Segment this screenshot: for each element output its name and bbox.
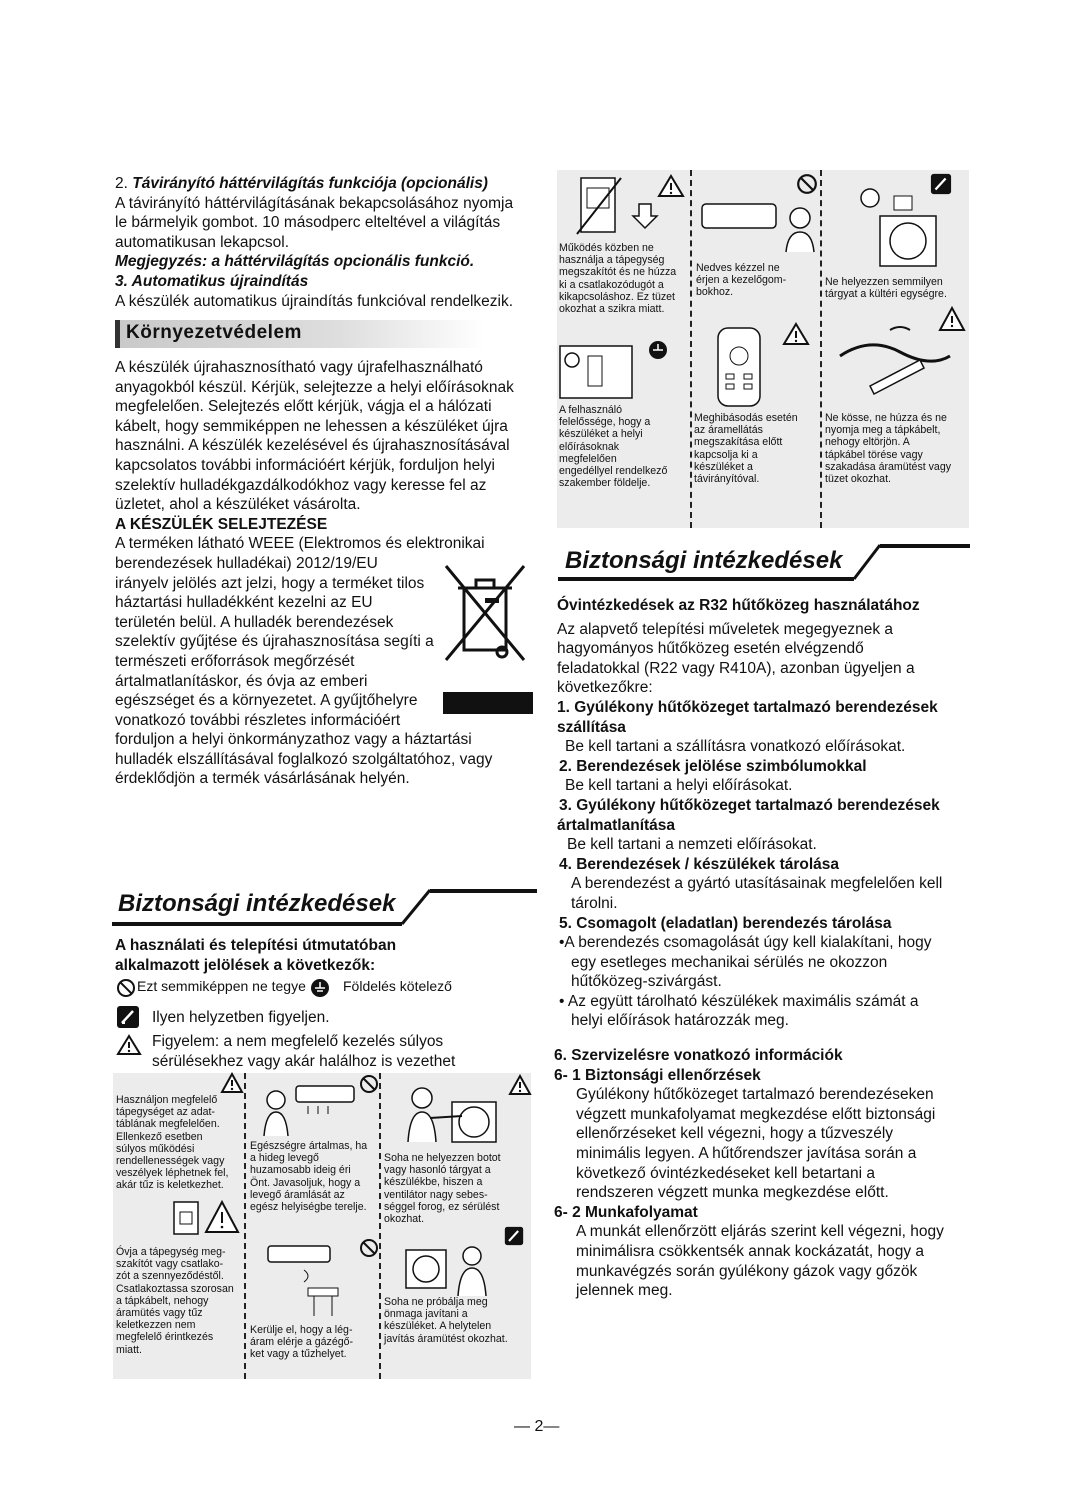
item6-2-line: A munkát ellenőrzött eljárás szerint kell végezni, hogy <box>576 1223 944 1241</box>
env-line: A készülék újrahasznosítható vagy újrafelhasználható <box>115 359 483 376</box>
disposal-line: területén belül. A hulladék berendezések <box>115 613 394 631</box>
symbols-intro <box>115 936 535 975</box>
caption-malfunction: Meghibásodás esetén az áramellátás megszakítása előtt kapcsolja ki a készüléket a távirányítóval. <box>694 412 798 486</box>
item6-1-title: 6- 1 Biztonsági ellenőrzések <box>554 1066 761 1084</box>
item6-1-line: következő óvintézkedéseket kell betartani a <box>576 1164 875 1182</box>
item6-1-line: minimális legyen. A hűtőrendszer javítása során a <box>576 1144 917 1162</box>
disposal-line: forduljon a helyi önkormányzathoz vagy a háztartási <box>115 731 472 749</box>
env-line: szelektív hulladékgazdálkodókhoz vagy keresse fel az <box>115 476 487 494</box>
r32-section <box>557 596 977 1031</box>
item6-2-line: munkavégzés során gyúlékony gázok vagy gőzök <box>576 1262 918 1280</box>
item2-text: Be kell tartani a helyi előírásokat. <box>565 777 793 795</box>
repair-illustration <box>400 1240 500 1298</box>
right-title-underline <box>558 543 972 583</box>
item6-title: 6. Szervizelésre vonatkozó információk <box>554 1047 843 1064</box>
env-line: kapcsolatos további információért kérjük, forduljon helyi <box>115 456 495 474</box>
remote-control-illustration <box>712 322 810 408</box>
disposal-line: irányelv jelölés azt jelzi, hogy a terméket tilos <box>115 574 425 592</box>
caption-no-repair: Soha ne próbálja meg önmaga javítani a készüléket. A helytelen javítás áramütést okozhat. <box>384 1296 508 1345</box>
caption-stove: Kerülje el, hogy a lég- áram elérje a gázégő- ket vagy a tűzhelyet. <box>250 1324 354 1361</box>
item3-text: Be kell tartani a nemzeti előírásokat. <box>567 836 817 854</box>
item2-title: 2. Berendezések jelölése szimbólumokkal <box>559 757 867 775</box>
item6-2-line: minimálisra csökkentsék annak kockázatát, hogy a <box>576 1242 925 1260</box>
warning-icon <box>116 1034 142 1056</box>
env-line: kábelt, hogy semmiképpen ne lehessen a készüléket újra <box>115 417 508 435</box>
right-panel-divider <box>690 170 692 528</box>
page-number: — 2— <box>514 1418 560 1435</box>
item6-1-line: ellenőrzéseket kell végezni, hogy a tűzveszély <box>576 1125 894 1143</box>
ground-switch-illustration <box>558 338 676 400</box>
sym-warning-text <box>152 1032 455 1071</box>
disposal-line: hulladék elszállításával foglalkozó szolgáltatóhoz, vagy <box>115 750 493 768</box>
backlight-line: automatikusan lekapcsol. <box>115 233 290 251</box>
item4-text: tárolni. <box>571 894 618 912</box>
caption-clean-socket: Óvja a tápegység meg- szakítót vagy csatlako- zót a szennyeződéstől. Csatlakoztassa szorosan a tápkábelt, nehogy áramütés vagy tűz keletkezzen nem megfelelő érintkezés miatt. <box>116 1246 234 1356</box>
socket-illustration <box>172 1198 242 1238</box>
item5-bullet: hűtőközeg-szivárgást. <box>571 973 722 991</box>
item3-title: ártalmatlanítása <box>557 816 676 834</box>
left-safety-title: Biztonsági intézkedések <box>118 890 396 917</box>
restart-text: A készülék automatikus újraindítás funkcióval rendelkezik. <box>115 292 514 310</box>
r32-intro-line: hagyományos hűtőközeg esetén elvégzendő <box>557 640 864 658</box>
disposal-line: érdeklődjön a termék vásárlásának helyén. <box>115 770 410 788</box>
item5-bullet: •A berendezés csomagolását úgy kell kialakítani, hogy <box>559 934 932 952</box>
r32-intro-line: következőkre: <box>557 679 653 697</box>
forbidden-icon <box>359 1238 379 1258</box>
r32-heading: Óvintézkedések az R32 hűtőközeg használatához <box>557 597 920 614</box>
backlight-line: A távirányító háttérvilágításának bekapcsolásához nyomja <box>115 194 514 212</box>
right-safety-title: Biztonsági intézkedések <box>565 547 843 574</box>
outdoor-unit-illustration <box>850 186 940 272</box>
disposal-line: háztartási hulladékként kezelni az EU <box>115 594 373 612</box>
caption-power-supply: Használjon megfelelő tápegységet az adat- táblának megfelelően. Ellenkező esetben súlyos működési rendellenességek vagy veszélyek léphetnek fel, akár tűz is keletkezhet. <box>116 1094 229 1192</box>
sym-ground-label: Földelés kötelező <box>343 978 452 994</box>
env-line: megfelelően. Selejtezés előtt kérjük, vágja el a hálózati <box>115 398 492 416</box>
warning-icon <box>508 1074 532 1096</box>
forbidden-icon <box>116 978 136 998</box>
person-cold-air-illustration <box>258 1078 358 1138</box>
item5-title: 5. Csomagolt (eladatlan) berendezés tárolása <box>559 914 892 932</box>
ground-icon <box>310 978 330 998</box>
environment-header: Környezetvédelem <box>115 320 485 348</box>
left-panel-divider <box>244 1073 246 1379</box>
backlight-heading: 2. Távirányító háttérvilágítás funkciója (opcionális) <box>115 175 488 192</box>
item4-text: A berendezést a gyártó utasításainak megfelelően kell <box>571 875 943 893</box>
caption-power-cable: Ne kösse, ne húzza és ne nyomja meg a tápkábelt, nehogy eltörjön. A tápkábel törése vagy szakadása áramütést vagy tüzet okozhat. <box>825 412 952 486</box>
env-line: üzletet, ahol a készüléket vásárolta. <box>115 496 361 514</box>
forbidden-icon <box>796 173 818 195</box>
airflow-stove-illustration <box>264 1240 354 1318</box>
sym-warning-line: sérülésekhez vagy akár halálhoz is vezethet <box>152 1052 456 1070</box>
attention-icon <box>116 1005 140 1029</box>
item5-bullet: • Az együtt tárolható készülékek maximális számát a <box>559 992 919 1010</box>
disposal-heading: A KÉSZÜLÉK SELEJTEZÉSE <box>115 515 328 533</box>
item1-text: Be kell tartani a szállításra vonatkozó előírásokat. <box>565 738 906 756</box>
r32-intro-line: feladatokkal (R22 vagy R410A), azonban ügyeljen a <box>557 659 915 677</box>
caption-outdoor-unit: Ne helyezzen semmilyen tárgyat a kültéri egységre. <box>825 276 947 301</box>
backlight-note: Megjegyzés: a háttérvilágítás opcionális funkció. <box>115 253 475 271</box>
caption-no-stick: Soha ne helyezzen botot vagy hasonló tárgyat a készülékbe, hiszen a ventilátor nagy sebes- séggel forog, ez sérülést okozhat. <box>384 1152 501 1226</box>
item3-title: 3. Gyúlékony hűtőközeget tartalmazó berendezések <box>559 796 940 814</box>
disposal-line: szelektív gyűjtése és újrahasznosítása segíti a <box>115 633 434 651</box>
disposal-line: ártalmatlanításkor, és óvja az emberi <box>115 672 368 690</box>
caption-cold-air: Egészségre ártalmas, ha a hideg levegő huzamosabb ideig éri Önt. Javasoljuk, hogy a levegő áramlását az egész helyiségbe terelje. <box>250 1140 368 1214</box>
service-section <box>554 1046 974 1301</box>
right-panel-divider <box>820 170 822 528</box>
item6-1-line: végzett munkafolyamat megkezdése előtt biztonsági <box>576 1105 936 1123</box>
item5-bullet: helyi előírások határozzák meg. <box>571 1012 789 1030</box>
item4-title: 4. Berendezések / készülékek tárolása <box>559 855 840 873</box>
disposal-line: természeti erőforrások megőrzését <box>115 652 355 670</box>
forbidden-icon <box>359 1074 379 1094</box>
wet-hands-illustration <box>700 196 818 254</box>
weee-black-bar <box>443 692 533 714</box>
item6-1-line: Gyúlékony hűtőközeget tartalmazó berendezéseken <box>576 1086 934 1104</box>
item6-1-line: rendszeren végzett munka megkezdése előtt. <box>576 1184 889 1202</box>
caption-grounding: A felhasználó felelőssége, hogy a készüléket a helyi előírásoknak megfelelően engedéllyel rendelkező szakember földelje. <box>559 404 668 490</box>
caption-wet-hands: Nedves kézzel ne érjen a kezelőgom- bokhoz. <box>696 262 787 299</box>
env-line: használni. A készülék kezelésével és újrahasznosításával <box>115 437 510 455</box>
backlight-line: le bármelyik gombot. 10 másodperc elteltével a világítás <box>115 214 501 232</box>
item6-2-title: 6- 2 Munkafolyamat <box>554 1203 698 1221</box>
fan-stick-illustration <box>400 1082 505 1152</box>
disposal-line: egészséget és a környezetet. A gyűjtőhelyre <box>115 692 418 710</box>
disposal-line: berendezések hulladékai) 2012/19/EU <box>115 554 378 572</box>
disposal-line: A terméken látható WEEE (Elektromos és elektronikai <box>115 535 485 553</box>
sym-attention-label: Ilyen helyzetben figyeljen. <box>152 1009 330 1026</box>
r32-intro-line: Az alapvető telepítési műveletek megegyeznek a <box>557 620 894 638</box>
attention-icon <box>504 1226 524 1246</box>
item1-title: szállítása <box>557 718 626 736</box>
cable-pliers-illustration <box>830 306 966 404</box>
backlight-section <box>115 174 535 311</box>
disposal-line: vonatkozó további részletes információért <box>115 711 401 729</box>
sym-warning-line: Figyelem: a nem megfelelő kezelés súlyos <box>152 1033 444 1050</box>
caption-breaker: Működés közben ne használja a tápegység megszakítót és ne húzza ki a csatlakozódugót a kikapcsoláshoz. Ez tüzet okozhat a szikra miatt. <box>559 242 677 316</box>
left-panel-divider <box>379 1073 381 1379</box>
env-line: anyagokból készül. Kérjük, selejtezze a helyi előírásoknak <box>115 378 514 396</box>
warning-icon <box>220 1072 244 1094</box>
item6-2-line: jelennek meg. <box>576 1282 673 1300</box>
left-title-underline <box>112 888 542 928</box>
sym-forbidden-label: Ezt semmiképpen ne tegye <box>137 978 306 994</box>
item1-title: 1. Gyúlékony hűtőközeget tartalmazó berendezések <box>557 698 938 716</box>
weee-crossed-bin-icon <box>440 560 530 678</box>
symbols-intro-line: A használati és telepítési útmutatóban <box>115 937 397 954</box>
restart-heading: 3. Automatikus újraindítás <box>115 272 309 290</box>
symbols-intro-line: alkalmazott jelölések a következők: <box>115 956 376 974</box>
breaker-illustration <box>575 174 685 238</box>
item5-bullet: egy esetleges mechanikai sérülés ne okozzon <box>571 953 888 971</box>
